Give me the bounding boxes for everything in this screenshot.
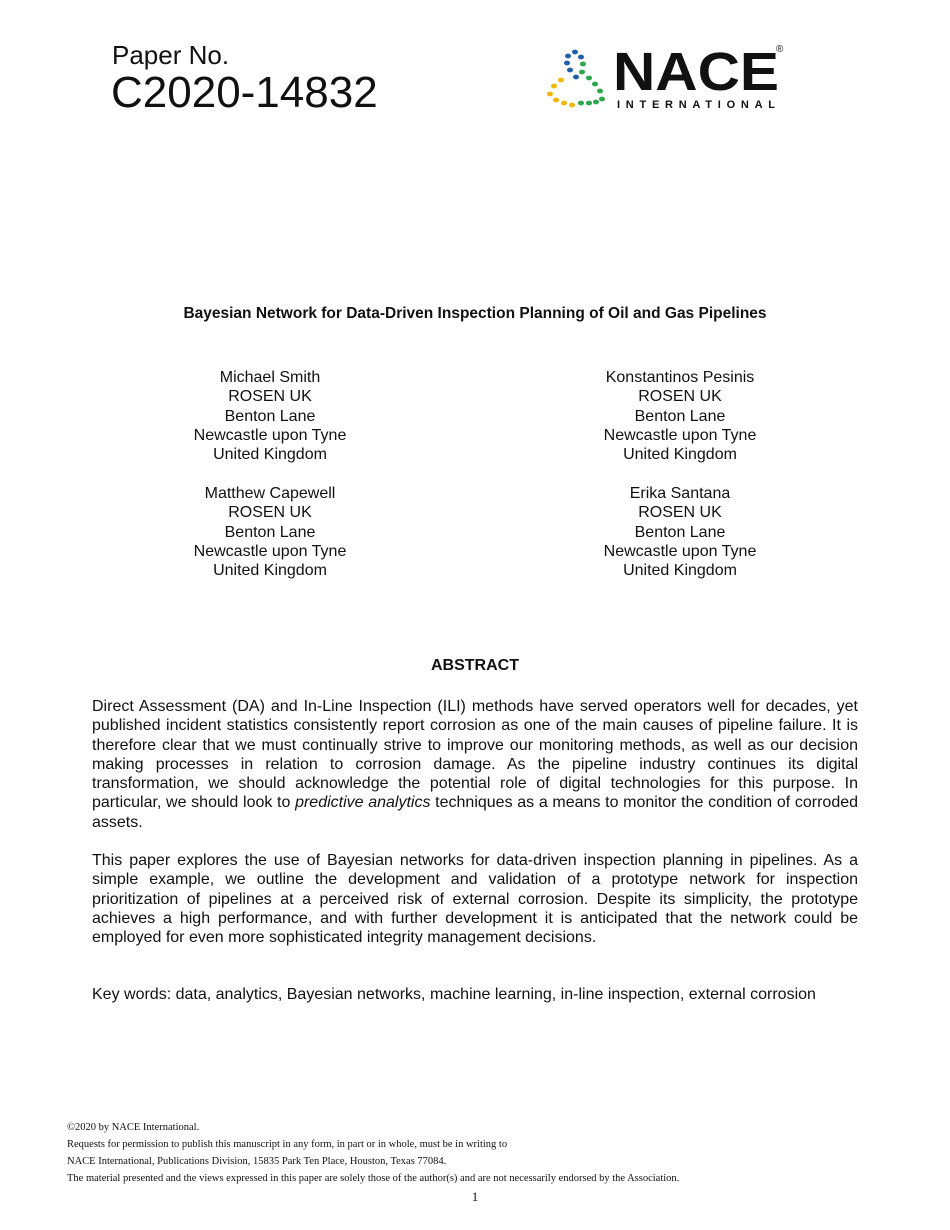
author-country: United Kingdom (623, 562, 737, 580)
author-country: United Kingdom (213, 562, 327, 580)
keywords: Key words: data, analytics, Bayesian networks, machine learning, in-line inspection, external corrosion (92, 986, 816, 1003)
author-city: Newcastle upon Tyne (603, 542, 757, 560)
author-city: Newcastle upon Tyne (603, 426, 757, 444)
author-block (140, 368, 400, 464)
author-street: Benton Lane (634, 523, 726, 541)
logo-registered-mark: ® (776, 44, 784, 55)
author-block (140, 484, 400, 580)
footer-line: ©2020 by NACE International. (67, 1122, 200, 1133)
copyright-footer (67, 1119, 917, 1187)
abstract-heading: ABSTRACT (431, 657, 519, 674)
author-block (550, 368, 810, 464)
author-organization: ROSEN UK (228, 504, 312, 522)
abstract-paragraph: This paper explores the use of Bayesian networks for data-driven inspection planning in pipelines. As a simple example, we outline the development and validation of a prototype network for inspection prioritization of pipelines at a perceived risk of external corrosion. Despite its simplicity, the prototype achieves a high performance, and with further development it is anticipated that the network could be employed for even more sophisticated integrity management decisions. (92, 852, 858, 947)
paper-title: Bayesian Network for Data-Driven Inspection Planning of Oil and Gas Pipelines (183, 305, 767, 322)
author-street: Benton Lane (224, 407, 316, 425)
abstract-paragraph (92, 697, 858, 832)
author-name: Konstantinos Pesinis (605, 369, 755, 386)
author-city: Newcastle upon Tyne (193, 426, 347, 444)
author-city: Newcastle upon Tyne (193, 542, 347, 560)
abstract-text: Direct Assessment (DA) and In-Line Inspection (ILI) methods have served operators well for decades, yet published incident statistics consistently report corrosion as one of the main causes of pipeline failure. It is therefore clear that we must continually strive to improve our monitoring methods, as well as our decision making processes in relation to corrosion damage. As the pipeline industry continues its digital transformation, we should acknowledge the potential role of digital technologies for this purpose. In particular, we should look to (92, 698, 858, 812)
author-name: Erika Santana (629, 485, 731, 502)
logo-subtitle: INTERNATIONAL (617, 99, 775, 111)
paper-number-label: Paper No. (112, 40, 230, 70)
author-block (550, 484, 810, 580)
footer-line: Requests for permission to publish this manuscript in any form, in part or in whole, must be in writing to (67, 1139, 508, 1150)
author-name: Michael Smith (219, 369, 321, 386)
author-organization: ROSEN UK (638, 388, 722, 406)
abstract-text: techniques as a means to monitor the condition of corroded assets. (92, 794, 859, 831)
author-street: Benton Lane (224, 523, 316, 541)
author-name: Matthew Capewell (204, 485, 336, 502)
logo-name: NACE (613, 42, 779, 102)
footer-line: The material presented and the views expressed in this paper are solely those of the author(s) and are not necessarily endorsed by the Association. (67, 1173, 680, 1184)
author-organization: ROSEN UK (638, 504, 722, 522)
author-street: Benton Lane (634, 407, 726, 425)
footer-line: NACE International, Publications Division, 15835 Park Ten Place, Houston, Texas 77084. (67, 1156, 447, 1167)
nace-logo (545, 42, 790, 114)
dna-helix-icon (547, 50, 605, 108)
abstract-emphasis: predictive analytics (295, 794, 431, 812)
paper-number: C2020-14832 (111, 68, 378, 117)
page-number: 1 (471, 1189, 479, 1204)
author-country: United Kingdom (623, 446, 737, 464)
author-organization: ROSEN UK (228, 388, 312, 406)
author-country: United Kingdom (213, 446, 327, 464)
